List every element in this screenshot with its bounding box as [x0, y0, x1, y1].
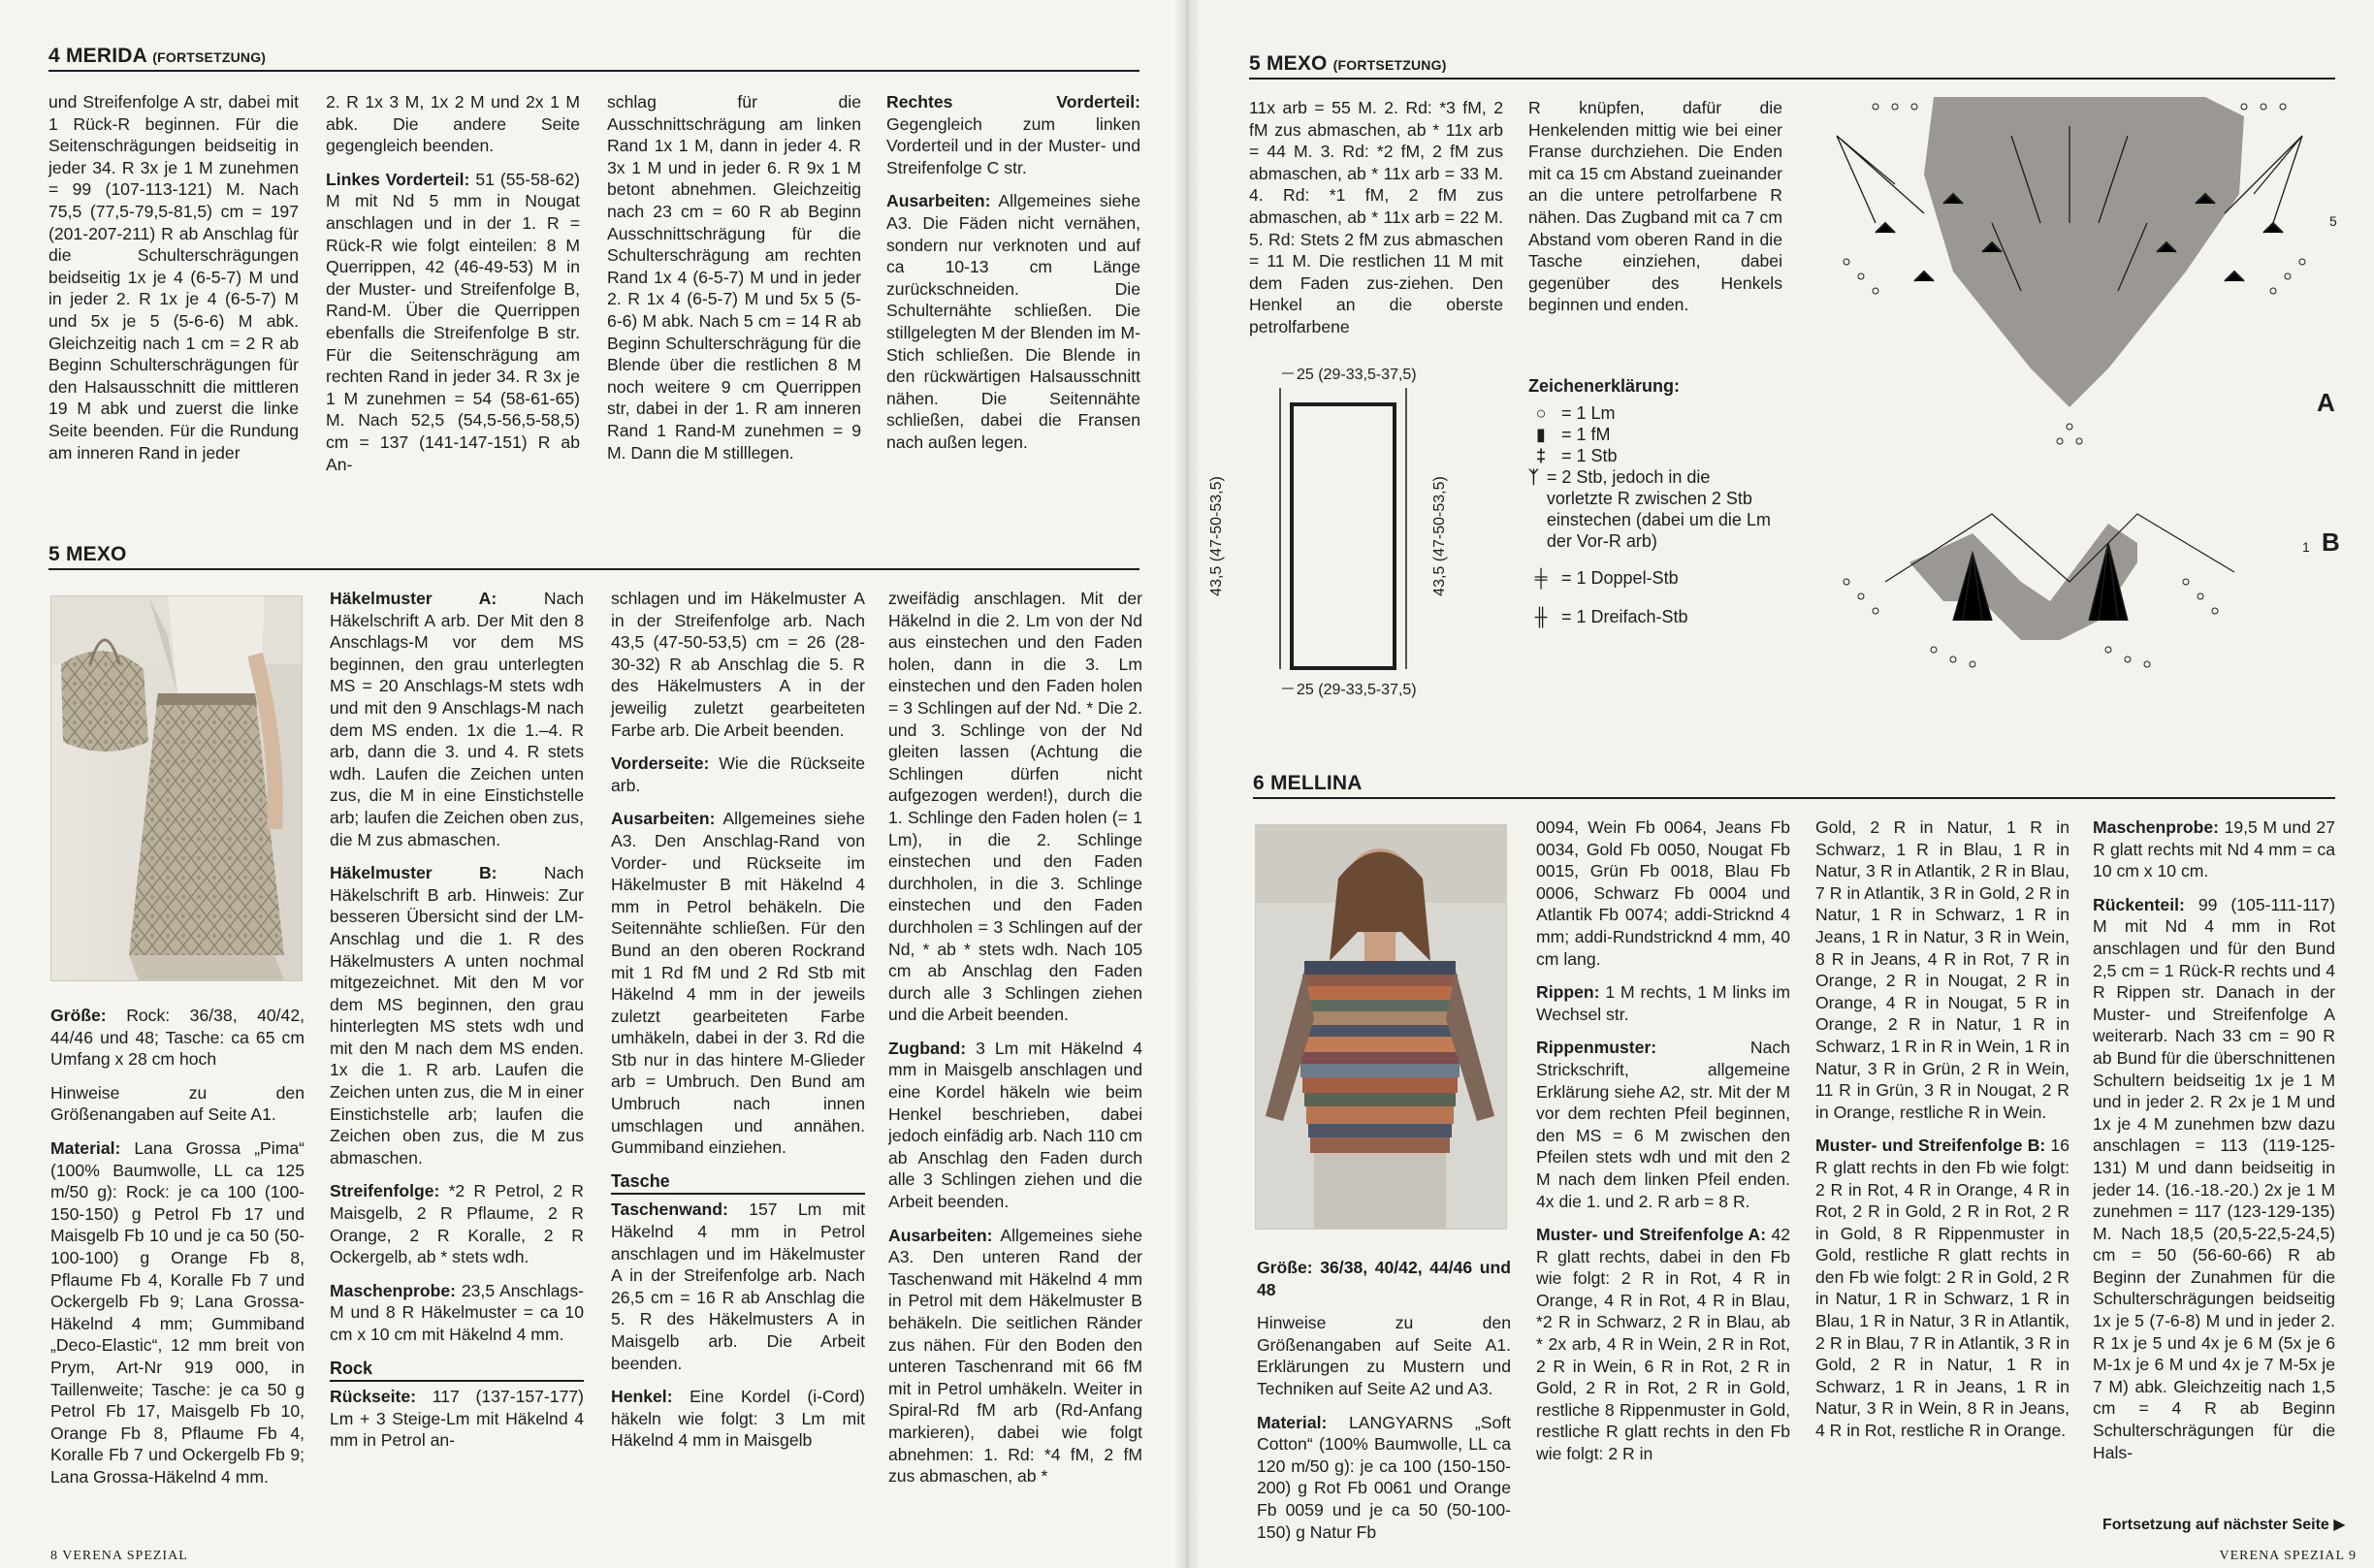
legend-title: Zeichenerklärung: — [1528, 376, 1681, 396]
mexo-cont-col-2: R knüpfen, dafür die Henkelenden mittig wie bei einer Franse durchziehen. Die Enden mit ca 15 cm Abstand zueinander an die untere petrolfarbene R nähen. Das Zugband mit ca 7 cm Abstand vom oberen Rand in die Tasche einziehen, dabei gegenüber des Henkels beginnen und enden. — [1528, 98, 1782, 315]
subhead-tasche: Tasche — [611, 1170, 865, 1196]
chart-row-1: 1 — [2302, 539, 2310, 555]
single-crochet-icon: ▮ — [1536, 425, 1546, 444]
section-header-merida: 4 MERIDA (FORTSETZUNG) — [48, 45, 1139, 72]
mellina-col-4: Maschenprobe: 19,5 M und 27 R glatt rechts mit Nd 4 mm = ca 10 cm x 10 cm. Rückenteil: 99 (105-111-117) M mit Nd 4 mm in Rot anschlagen und für den Bund 2,5 cm = 1 Rück-R rechts und 4 R Rippen str. Danach in der Muster- und Streifenfolge A weiterarb. Nach 33 cm = 90 R ab Bund für die überschnittenen Schultern beidseitig 1x je 1 M und in jeder 2. R 2x je 1 M und 1x je 4 M zunehmen bzw dazu anschlagen = 113 (119-125-131) M und dann beidseitig in jeder 14. (16.-18.-20.) 2x je 1 M zunehmen = 117 (123-129-135) M. Nach 18,5 (20,5-22,5-24,5) cm = 50 (56-60-66) R ab Beginn der Zunahmen für die Schulterschrägungen beidseitig 1x je 5 (7-6-8) M und in jeder 2. R 1x je 5 und 4x je 6 M (5x je 6 M-1x je 6 M und 4x je 7 M-5x je 7 M) abk. Gleichzeitig nach 1,5 cm = 4 R ab Beginn Schulterschrägungen für die Hals- — [2093, 817, 2335, 1462]
mexo-col-1-text: Größe: Rock: 36/38, 40/42, 44/46 und 48; Tasche: ca 65 cm Umfang x 28 cm hoch Hinweise zu den Größenangaben auf Seite A1. Material: Lana Grossa „Pima“ (100% Baumwolle, LL ca 125 m/50 g): Rock: je ca 100 (100-150-150) g Petrol Fb 17 und Maisgelb Fb 10 und je ca 50 (50-100-100) g Orange Fb 8, Pflaume Fb 4, Koralle Fb 7 und Ockergelb Fb 9; Lana Grossa-Häkelnd 4 mm; Gummiband „Deco-Elastic“, 12 mm breit von Prym, Art-Nr 919 000, in Taillenweite; Tasche: je ca 50 g Petrol Fb 17, Maisgelb Fb 10, Orange Fb 8, Pflaume Fb 4, Koralle Fb 7 und Ockergelb Fb 9; Lana Grossa-Häkelnd 4 mm. — [50, 1006, 305, 1487]
right-page — [1187, 0, 2374, 1568]
chart-row-5: 5 — [2329, 213, 2337, 229]
mexo-schematic — [1251, 368, 1435, 698]
merida-col-1: und Streifenfolge A str, dabei mit 1 Rück-R beginnen. Für die Seitenschrägungen beidseitig in jeder 34. R 3x je 1 M zunehmen = 99 (107-113-121) M. Nach 75,5 (77,5-79,5-81,5) cm = 197 (201-207-211) R ab Anschlag für die Schulterschrägungen beidseitig 1x je 4 (6-5-7) M und in jeder 2. R 1x je 4 (6-5-7) M und 5x je 5 (5-6-6) M abk. Gleichzeitig nach 1 cm = 2 R ab Beginn Schulterschrägungen für den Halsausschnitt die mittleren 19 M abk und zuerst die linke Seite beenden. Für die Rundung am inneren Rand in jeder — [48, 92, 299, 463]
mellina-photo — [1255, 824, 1507, 1230]
merida-col-3: schlag für die Ausschnittschrägung am linken Rand 1x 1 M, dann in jeder 4. R 3x 1 M und in jeder 6. R 9x 1 M betont abnehmen. Gleichzeitig nach 23 cm = 60 R ab Beginn Ausschnittschrägung für die Schulterschrägung am rechten Rand 1x 4 (6-5-7) M und in jeder 2. R 1x 4 (6-5-7) M und 5x 5 (5-6-6) M abk. Nach 5 cm = 14 R ab Beginn Schulterschrägung für die Blende über die restlichen 8 M noch weitere 9 cm Querrippen str, dabei in der 1. R am inneren Rand 1 Rand-M zunehmen = 9 M. Dann die M stilllegen. — [607, 92, 861, 463]
mexo-cont-col-1: 11x arb = 55 M. 2. Rd: *3 fM, 2 fM zus abmaschen, ab * 11x arb = 44 M. 3. Rd: *2 fM, 2 fM zus abmaschen, ab * 11x arb = 33 M. 4. Rd: *1 fM, 2 fM zus abmaschen, ab * 11x arb = 22 M. 5. Rd: Stets 2 fM zus abmaschen = 11 M. Die restlichen 11 M mit dem Faden zus-ziehen. Den Henkel an die oberste petrolfarbene — [1249, 98, 1503, 336]
merida-col-4: Rechtes Vorderteil: Gegengleich zum linken Vorderteil und in der Muster- und Streifenfolge C str. Ausarbeiten: Allgemeines siehe A3. Die Fäden nicht vernähen, sondern nur verknoten und auf ca 10-13 cm Länge zurückschneiden. Die Schulternähte schließen. Die stillgelegten M der Blenden im M-Stich schließen. Die Blende in den rückwärtigen Halsausschnitt nähen. Die Seitennähte schließen, dabei die Fransen nach außen legen. — [886, 92, 1140, 452]
legend-single-crochet: ▮ = 1 fM — [1528, 424, 1780, 445]
section-header-mexo: 5 MEXO — [48, 543, 1139, 570]
skirt-bag-illustration — [51, 596, 302, 980]
crochet-chart — [1817, 78, 2341, 718]
mexo-photo — [50, 595, 303, 981]
symbol-legend — [1528, 376, 1780, 627]
legend-double-treble: ╫ = 1 Dreifach-Stb — [1528, 606, 1780, 627]
schematic-left-label: 43,5 (47-50-53,5) — [1208, 476, 1225, 596]
legend-double-crochet: ‡ = 1 Stb — [1528, 445, 1780, 466]
mexo-col-4: zweifädig anschlagen. Mit der Häkelnd in die 2. Lm von der Nd aus einstechen und den Faden holen, dann in die 3. Lm einstechen und den Faden holen = 3 Schlingen auf der Nd. * Die 2. und 3. Schlinge von der Nd gleiten lassen (Achtung die Schlingen dürfen nicht aufgezogen werden!), durch die 1. Schlinge den Faden holen (= 1 Lm), in die 2. Schlinge einstechen und den Faden durchholen, in die 3. Schlinge einstechen und den Faden durchholen = 3 Schlingen auf der Nd, * ab * stets wdh. Nach 105 cm ab Anschlag den Faden durch alle 3 Schlingen ziehen und die Arbeit beenden. Zugband: 3 Lm mit Häkelnd 4 mm in Maisgelb anschlagen und eine Kordel häkeln wie beim Henkel beschrieben, dabei jedoch einfädig arb. Nach 110 cm ab Anschlag den Faden durch alle 3 Schlingen ziehen und die Arbeit beenden. Ausarbeiten: Allgemeines siehe A3. Den unteren Rand der Taschenwand mit Häkelnd 4 mm in Petrol mit dem Häkelmuster B behäkeln. Die seitlichen Ränder zus nähen. Für den Boden den unteren Taschenrand mit 66 fM mit in Petrol umhäkeln. Weiter in Spiral-Rd fM arb (Rd-Anfang markieren), dabei wie folgt abnehmen: 1. Rd: *4 fM, 2 fM zus abmaschen, ab * — [888, 589, 1142, 1487]
legend-two-dc: ᛉ = 2 Stb, jedoch in die vorletzte R zwischen 2 Stb einstechen (dabei um die Lm der Vor-R arb) — [1528, 467, 1771, 551]
section-header-mexo-cont: 5 MEXO (FORTSETZUNG) — [1249, 52, 2335, 80]
striped-sweater-illustration — [1256, 825, 1506, 1229]
legend-chain: ○ = 1 Lm — [1528, 402, 1780, 424]
schematic-bottom-label: 25 (29-33,5-37,5) — [1294, 682, 1420, 699]
legend-treble: ╪ = 1 Doppel-Stb — [1528, 567, 1780, 589]
chart-label-a: A — [2317, 388, 2335, 417]
chart-label-b: B — [2322, 528, 2340, 557]
subhead-rock: Rock — [330, 1358, 584, 1383]
mexo-col-2: Häkelmuster A: Nach Häkelschrift A arb. Der Mit den 8 Anschlags-M vor dem MS beginnen, den grau unterlegten MS = 20 Anschlags-M stets wdh und mit den 9 Anschlags-M nach dem MS enden. 1x die 1.–4. R arb, dann die 3. und 4. R stets wdh. Laufen die Zeichen unten zus, die M in eine Einstichstelle arb; laufen die Zeichen oben zus, die M zus abmaschen. Häkelmuster B: Nach Häkelschrift B arb. Hinweis: Zur besseren Übersicht sind der LM-Anschlag und die 1. R des Häkelmusters A unten nochmal mitgezeichnet. Mit den M vor dem MS beginnen, den grau hinterlegten MS stets wdh und mit den M nach dem MS enden. 1x die 1. R arb. Laufen die Zeichen unten zus, die M in einer Einstichstelle arb; laufen die Zeichen oben zus, die M zus abmaschen. Streifenfolge: *2 R Petrol, 2 R Maisgelb, 2 R Pflaume, 2 R Orange, 2 R Koralle, 2 R Ockergelb, ab * stets wdh. Maschenprobe: 23,5 Anschlags-M und 8 R Häkelmuster = ca 10 cm x 10 cm mit Häkelnd 4 mm. Rock Rückseite: 117 (137-157-177) Lm + 3 Steige-Lm mit Häkelnd 4 mm in Petrol an- — [330, 589, 584, 1451]
merida-col-2: 2. R 1x 3 M, 1x 2 M und 2x 1 M abk. Die andere Seite gegengleich beenden. Linkes Vorderteil: 51 (55-58-62) M mit Nd 5 mm in Nougat anschlagen und in der 1. R = Rück-R wie folgt einteilen: 8 M Querrippen, 42 (46-49-53) M in der Muster- und Streifenfolge B, Rand-M. Über die Querrippen ebenfalls die Streifenfolge B str. Für die Seitenschrägung am rechten Rand in jeder 34. R 3x je 1 M zunehmen = 54 (58-61-65) M. Nach 52,5 (54,5-56,5-58,5) cm = 137 (141-147-151) R ab An- — [326, 92, 580, 474]
section-header-mellina: 6 MELLINA — [1253, 772, 2335, 799]
page-gutter — [1173, 0, 1201, 1568]
mellina-col-3: Gold, 2 R in Natur, 1 R in Schwarz, 1 R in Blau, 1 R in Natur, 3 R in Atlantik, 2 R in Blau, 7 R in Atlantik, 3 R in Gold, 2 R in Natur, 1 R in Schwarz, 1 R in Jeans, 1 R in Natur, 3 R in Wein, 8 R in Jeans, 4 R in Rot, 7 R in Orange, 2 R in Nougat, 2 R in Orange, 4 R in Nougat, 5 R in Orange, 2 R in Natur, 1 R in Schwarz, 1 R in R in Wein, 1 R in Natur, 3 R in Grün, 2 R in Wein, 11 R in Grün, 3 R in Nougat, 2 R in Orange, restliche R in Wein. Muster- und Streifenfolge B: 16 R glatt rechts in den Fb wie folgt: 2 R in Rot, 4 R in Orange, 4 R in Rot, 2 R in Gold, 2 R in Rot, 2 R in Gold, 8 R Rippenmuster in Gold, restliche R glatt rechts in den Fb wie folgt: 2 R in Gold, 2 R in Natur, 1 R in Schwarz, 1 R in Blau, 1 R in Natur, 3 R in Atlantik, 2 R in Blau, 7 R in Atlantik, 3 R in Gold, 2 R in Natur, 1 R in Schwarz, 1 R in Jeans, 1 R in Natur, 3 R in Wein, 8 R in Jeans, 4 R in Rot, restliche R in Orange. — [1815, 817, 2069, 1441]
mexo-col-3: schlagen und im Häkelmuster A in der Streifenfolge arb. Nach 43,5 (47-50-53,5) cm = 26 (28-30-32) R ab Anschlag die 5. R des Häkelmusters A in der jeweilig zuletzt gearbeiteten Farbe arb. Die Arbeit beenden. Vorderseite: Wie die Rückseite arb. Ausarbeiten: Allgemeines siehe A3. Den Anschlag-Rand von Vorder- und Rückseite im Häkelmuster B mit Häkelnd 4 mm in Petrol behäkeln. Die Seitennähte schließen. Für den Bund an den oberen Rockrand mit 1 Rd fM und 2 Rd Stb mit Häkelnd 4 mm in der jeweils zuletzt gearbeiteten Farbe umhäkeln, dabei in der 3. Rd die Stb nur in das hintere M-Glieder arb = Umbruch. Den Bund am Umbruch nach innen umschlagen und annähen. Gummiband einziehen. Tasche Taschenwand: 157 Lm mit Häkelnd 4 mm in Petrol anschlagen und im Häkelmuster A in der Streifenfolge arb. Nach 26,5 cm = 16 R ab Anschlag die 5. R des Häkelmusters A in Maisgelb arb. Die Arbeit beenden. Henkel: Eine Kordel (i-Cord) häkeln wie folgt: 3 Lm mit Häkelnd 4 mm in Maisgelb — [611, 589, 866, 1451]
two-dc-icon: ᛉ — [1528, 467, 1539, 487]
continue-note[interactable]: Fortsetzung auf nächster Seite ▶ — [2102, 1517, 2346, 1533]
chain-icon: ○ — [1535, 403, 1547, 423]
double-treble-icon: ╫ — [1534, 607, 1548, 626]
right-folio: VERENA SPEZIAL 9 — [2219, 1549, 2357, 1563]
left-folio: 8 VERENA SPEZIAL — [50, 1549, 188, 1563]
mellina-col-2: 0094, Wein Fb 0064, Jeans Fb 0034, Gold Fb 0050, Nougat Fb 0015, Grün Fb 0018, Blau Fb 0006, Schwarz Fb 0004 und Atlantik Fb 0074; addi-Stricknd 4 mm; addi-Rundstricknd 4 mm, 40 cm lang. Rippen: 1 M rechts, 1 M links im Wechsel str. Rippenmuster: Nach Strickschrift, allgemeine Erklärung siehe A2, str. Mit der M vor dem rechten Pfeil beginnen, den MS = 6 M zwischen den Pfeilen stets wdh und mit den 2 M nach dem linken Pfeil enden. 4x die 1. und 2. R arb = 8 R. Muster- und Streifenfolge A: 42 R glatt rechts, dabei in den Fb wie folgt: 2 R in Rot, 4 R in Orange, 4 R in Rot, 4 R in Blau, *2 R in Schwarz, 2 R in Blau, ab * 2x arb, 4 R in Wein, 2 R in Rot, 2 R in Wein, 6 R in Rot, 2 R in Gold, 2 R in Rot, 2 R in Gold, restliche 8 Rippenmuster in Gold, restliche R glatt rechts in den Fb wie folgt: 2 R in — [1536, 817, 1791, 1464]
arrow-right-icon: ▶ — [2333, 1517, 2346, 1533]
mellina-col-1-text: Größe: 36/38, 40/42, 44/46 und 48 Hinweise zu den Größenangaben auf Seite A1. Erklärungen zu Mustern und Techniken auf Seite A2 und A3. Material: LANGYARNS „Soft Cotton“ (100% Baumwolle, LL ca 120 m/50 g): je ca 100 (150-150-200) g Rot Fb 0061 und Orange Fb 0059 und je ca 50 (50-100-150) g Natur Fb — [1257, 1258, 1512, 1542]
treble-icon: ╪ — [1534, 568, 1548, 588]
schematic-right-label: 43,5 (47-50-53,5) — [1431, 476, 1448, 596]
schematic-top-label: 25 (29-33,5-37,5) — [1294, 367, 1420, 384]
double-crochet-icon: ‡ — [1535, 446, 1546, 465]
